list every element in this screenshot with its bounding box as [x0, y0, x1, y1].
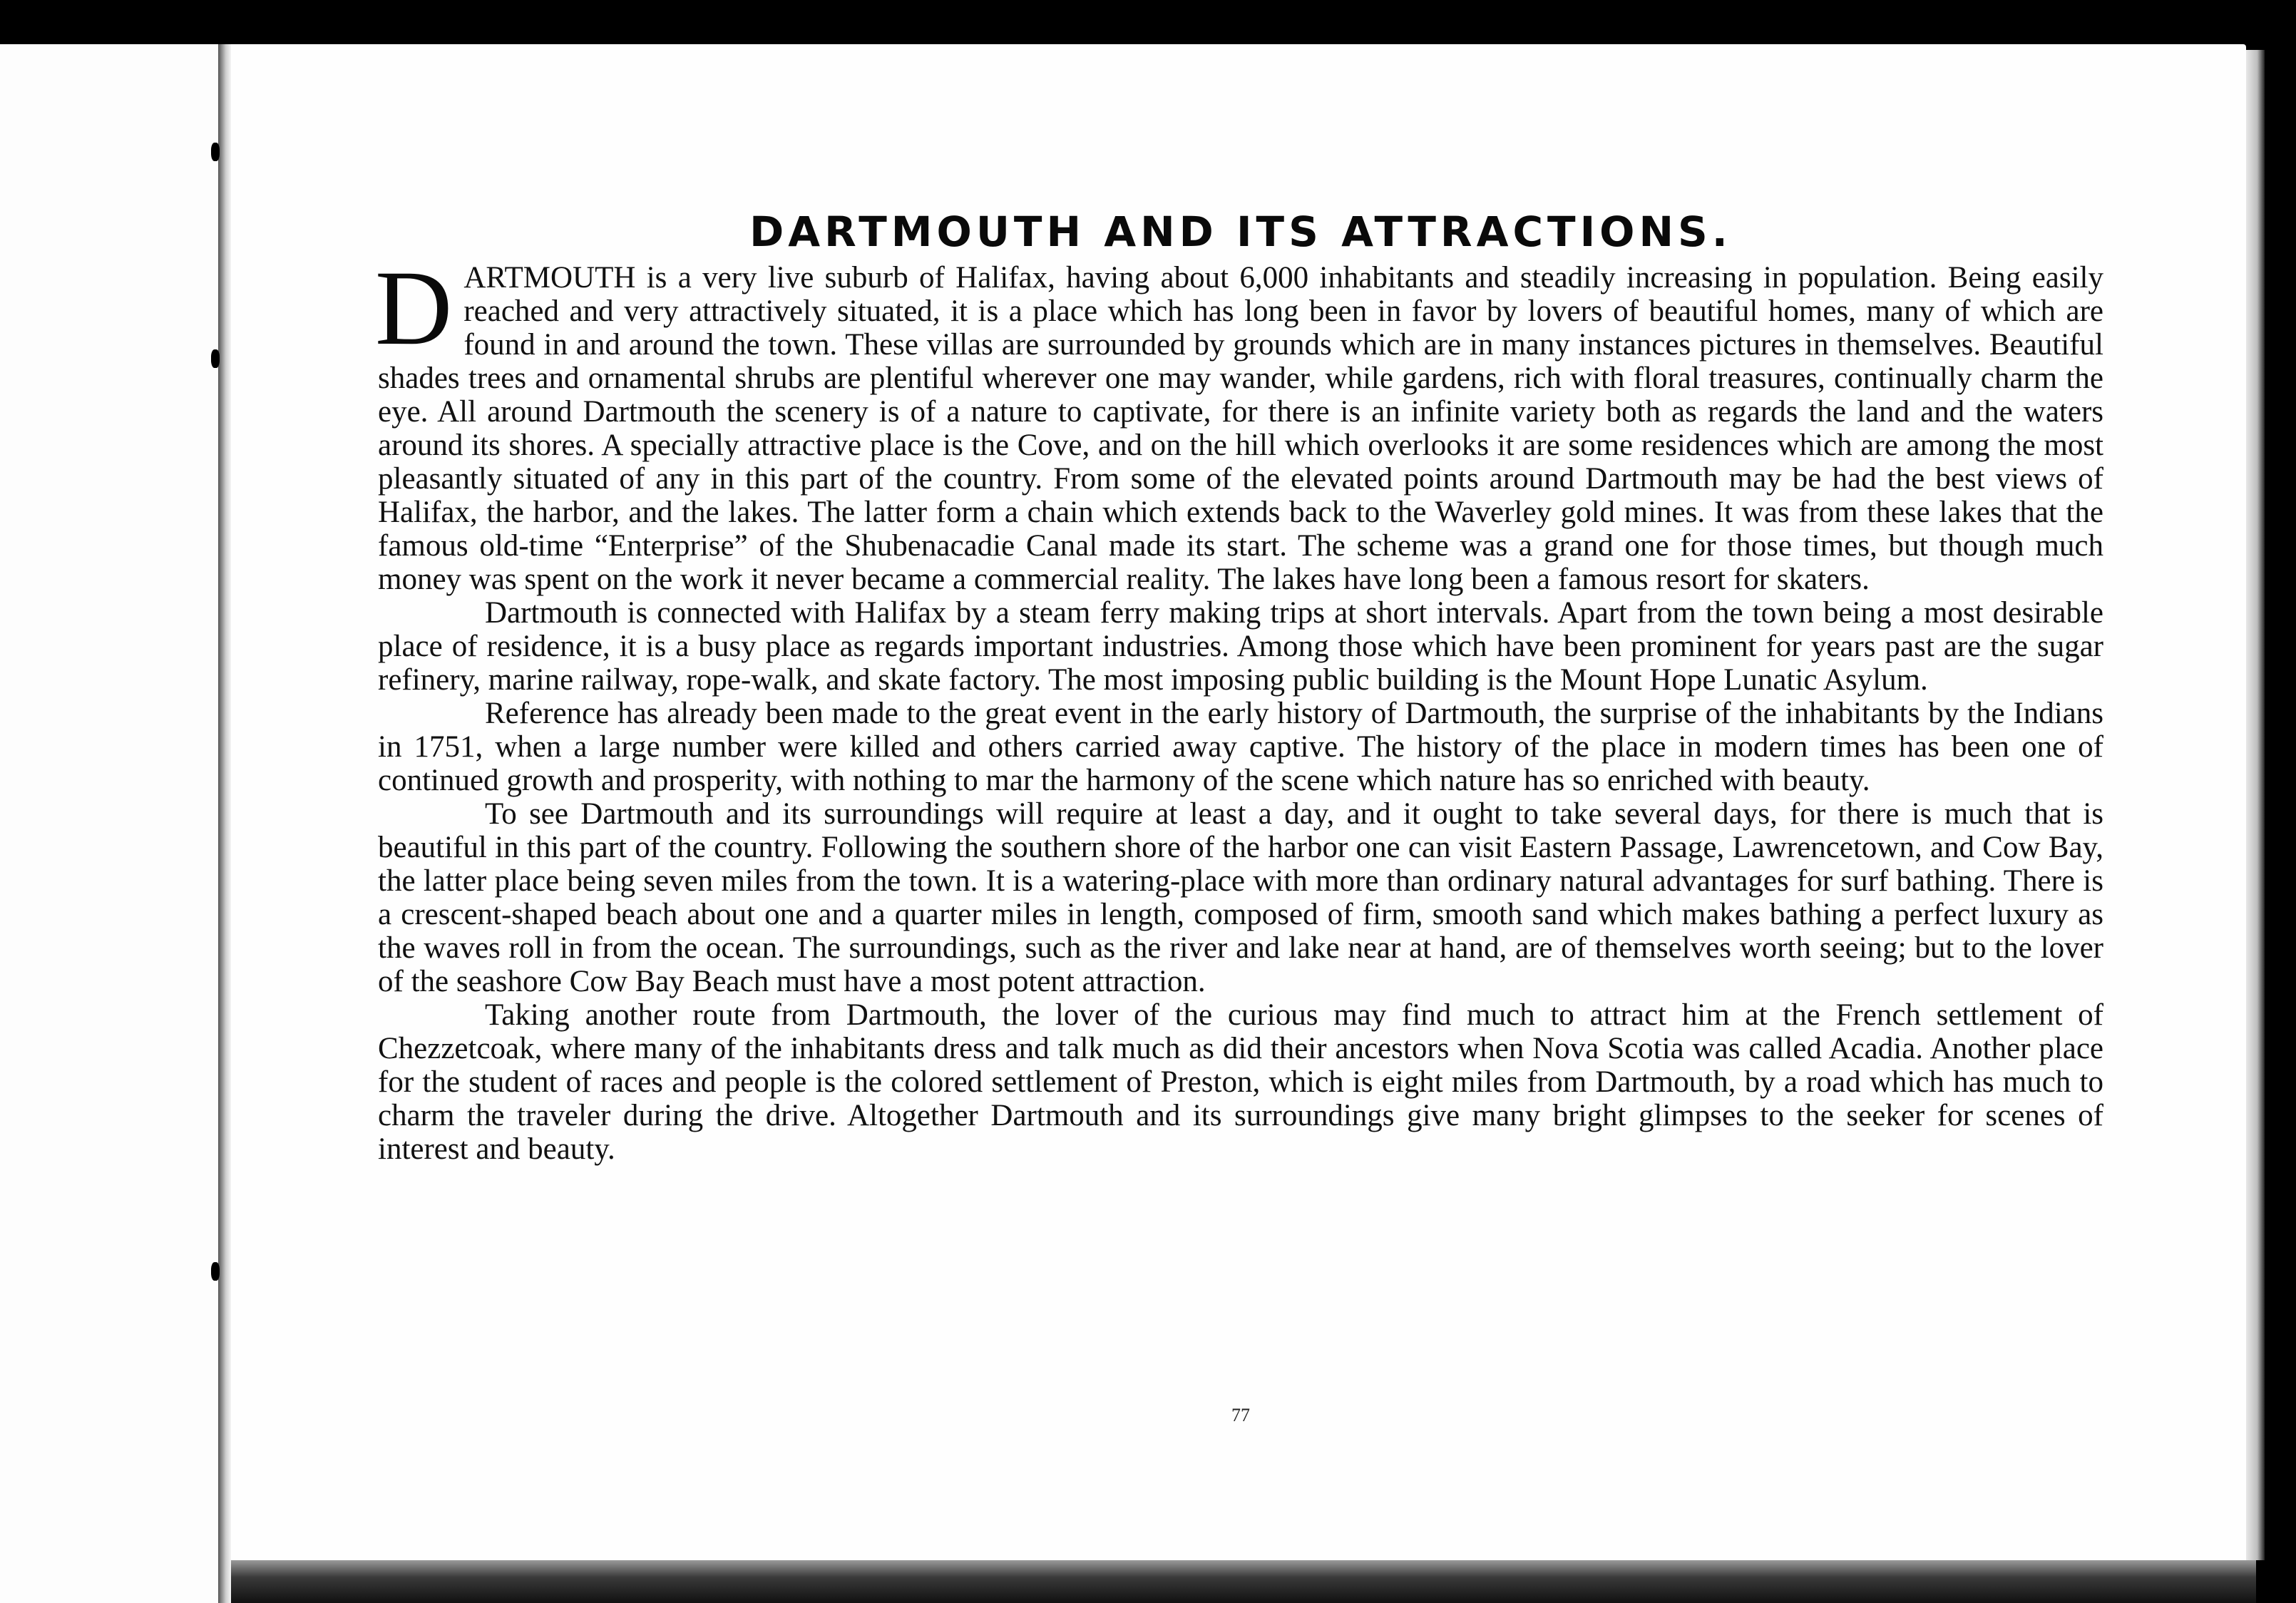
paragraph-5: Taking another route from Dartmouth, the lover of the curious may find much to attract him at the French settlement of Chezzetcoak, where many of the inhabitants dress and talk much as did their ancestors when Nova Scotia was called Acadia. Another place for the student of races and people is the colored settlement of Preston, which is eight miles from Dartmouth, by a road which has much to charm the traveler during the drive. Altogether Dartmouth and its surroundings give many bright glimpses to the seeker for scenes of interest and beauty.: [378, 998, 2103, 1166]
spine-mark: [211, 143, 220, 161]
drop-cap: D: [375, 249, 453, 367]
page-edge: [2246, 50, 2265, 1560]
paragraph-3: Reference has already been made to the great event in the early history of Dartmouth, the surprise of the inhabitants by the Indians in 1751, when a large number were killed and others carried away captive. The history of the place in modern times has been one of continued growth and prosperity, with nothing to mar the harmony of the scene which nature has so enriched with beauty.: [378, 697, 2103, 797]
left-page: [0, 44, 220, 1603]
paragraph-1: [375, 249, 2103, 596]
bottom-band: [231, 1560, 2256, 1603]
page-title: DARTMOUTH AND ITS ATTRACTIONS.: [749, 208, 1732, 256]
paragraph-1-text: ARTMOUTH is a very live suburb of Halifax, having about 6,000 inhabitants and steadily increasing in population. Being easily reached and very attractively situated, it is a place which has long been in favor by lovers of beautiful homes, many of which are found in and around the town. These villas are surrounded by grounds which are in many instances pictures in themselves. Beautiful shades trees and ornamental shrubs are plentiful wherever one may wander, while gardens, rich with floral treasures, continually charm the eye. All around Dartmouth the scenery is of a nature to captivate, for there is an infinite variety both as regards the land and the waters around its shores. A specially attractive place is the Cove, and on the hill which overlooks it are some residences which are among the most pleasantly situated of any in this part of the country. From some of the elevated points around Dartmouth may be had the best views of Halifax, the harbor, and the lakes. The latter form a chain which extends back to the Waverley gold mines. It was from these lakes that the famous old-time “Enterprise” of the Shubenacadie Canal made its start. The scheme was a grand one for those times, but though much money was spent on the work it never became a commercial reality. The lakes have long been a famous resort for skaters.: [378, 261, 2103, 596]
spine-mark: [211, 1262, 220, 1281]
page-content: [375, 207, 2103, 1425]
gutter-shadow: [218, 44, 231, 1603]
paragraph-4: To see Dartmouth and its surroundings will require at least a day, and it ought to take several days, for there is much that is beautiful in this part of the country. Following the southern shore of the harbor one can visit Eastern Passage, Lawrencetown, and Cow Bay, the latter place being seven miles from the town. It is a watering-place with more than ordinary natural advantages for surf bathing. There is a crescent-shaped beach about one and a quarter miles in length, composed of firm, smooth sand which makes bathing a perfect luxury as the waves roll in from the ocean. The surroundings, such as the river and lake near at hand, are of themselves worth seeing; but to the lover of the seashore Cow Bay Beach must have a most potent attraction.: [378, 797, 2103, 998]
spine-mark: [211, 349, 220, 368]
paragraph-2: Dartmouth is connected with Halifax by a steam ferry making trips at short intervals. Apart from the town being a most desirable place of residence, it is a busy place as regards important industries. Among those which have been prominent for years past are the sugar refinery, marine railway, rope-walk, and skate factory. The most imposing public building is the Mount Hope Lunatic Asylum.: [378, 596, 2103, 697]
page-number: 77: [1231, 1405, 1250, 1425]
